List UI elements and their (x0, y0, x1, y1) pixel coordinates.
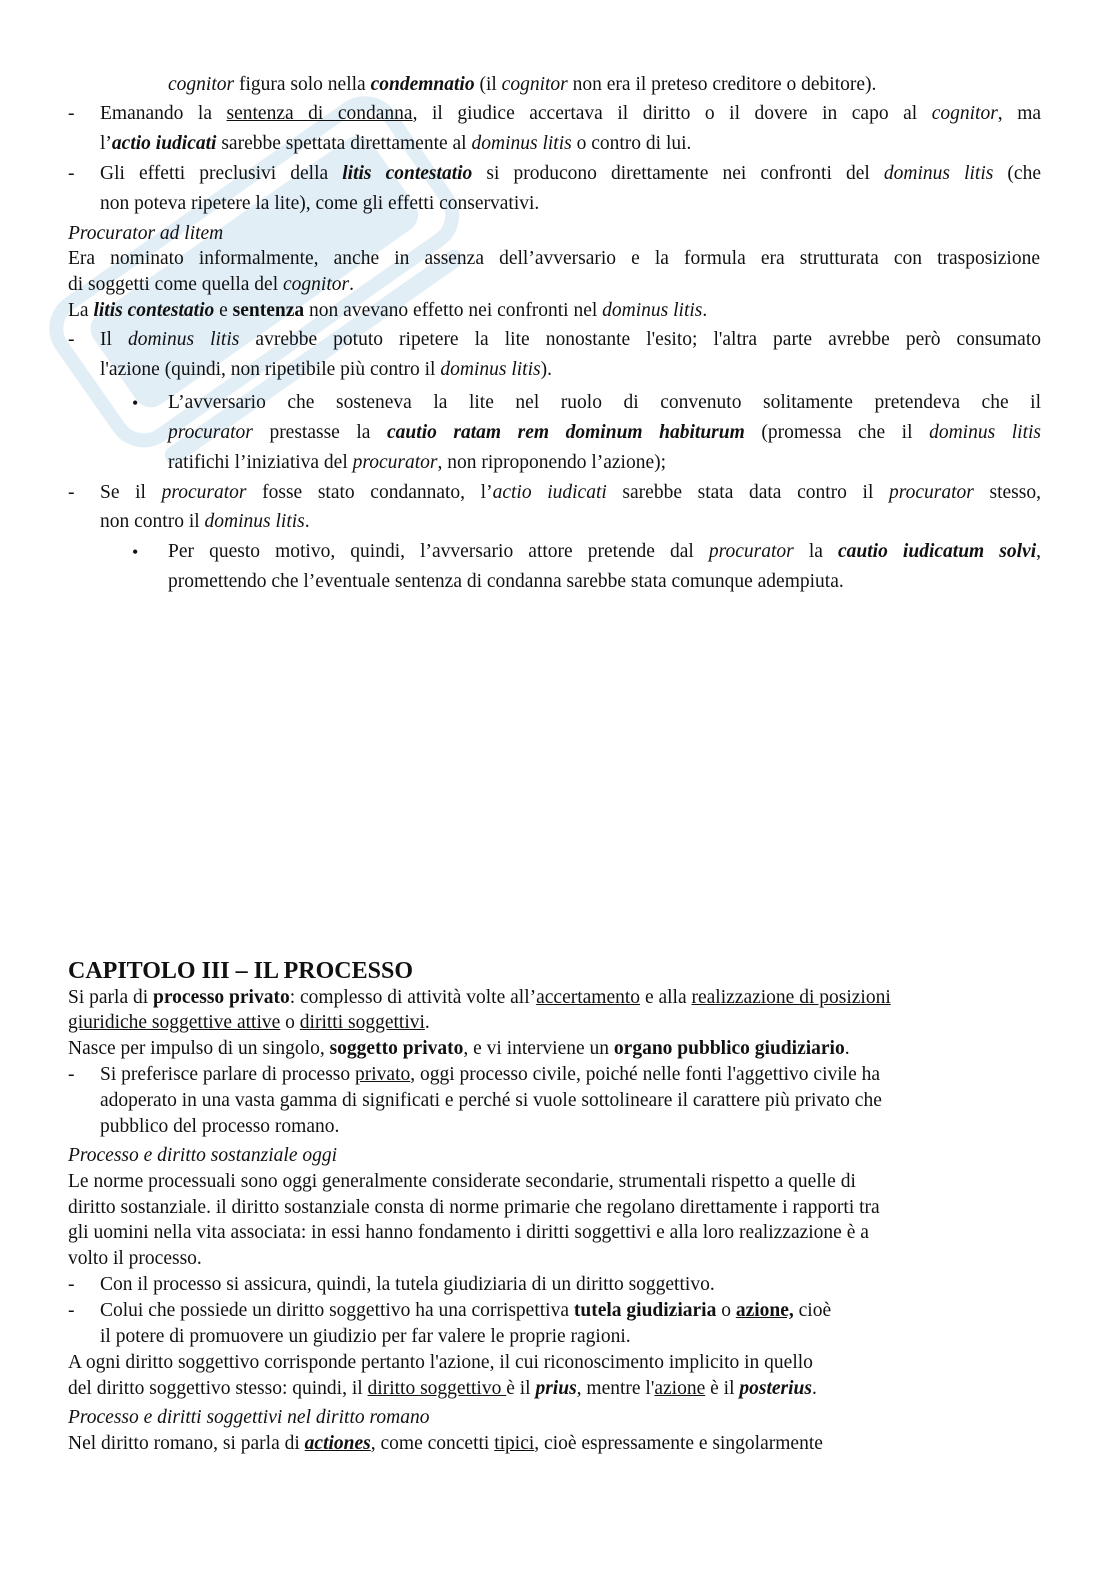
paragraph-line: A ogni diritto soggettivo corrisponde pertanto l'azione, il cui riconoscimento implicito in quello (68, 1352, 813, 1373)
bullet-marker: • (132, 393, 139, 413)
paragraph-line: diritto sostanziale. il diritto sostanziale consta di norme primarie che regolano direttamente i rapporti tra (68, 1197, 880, 1218)
list-item-text: Colui che possiede un diritto soggettivo ha una corrispettiva tutela giudiziaria o azione, cioè (100, 1300, 832, 1321)
bullet-item-text: promettendo che l’eventuale sentenza di condanna sarebbe stata comunque adempiuta. (168, 571, 844, 592)
paragraph-line: Le norme processuali sono oggi generalmente considerate secondarie, strumentali rispetto a quelle di (68, 1171, 856, 1192)
dash-marker: - (68, 482, 75, 503)
bullet-item-text: procurator prestasse la cautio ratam rem dominum habiturum (promessa che il dominus litis (168, 422, 1041, 443)
dash-marker: - (68, 103, 75, 124)
list-item-text: Si preferisce parlare di processo privato, oggi processo civile, poiché nelle fonti l'aggettivo civile ha (100, 1064, 881, 1085)
paragraph-line: del diritto soggettivo stesso: quindi, il diritto soggettivo è il prius, mentre l'azione è il posterius. (68, 1378, 817, 1399)
dash-marker: - (68, 163, 75, 184)
paragraph-line: La litis contestatio e sentenza non avevano effetto nei confronti nel dominus litis. (68, 300, 708, 321)
list-item-text: il potere di promuovere un giudizio per far valere le proprie ragioni. (100, 1326, 631, 1347)
dash-marker: - (68, 1274, 75, 1295)
list-item-text: non contro il dominus litis. (100, 511, 310, 532)
paragraph-line: Nasce per impulso di un singolo, soggetto privato, e vi interviene un organo pubblico giudiziario. (68, 1038, 850, 1059)
list-item-text: l'azione (quindi, non ripetibile più contro il dominus litis). (100, 359, 552, 380)
bullet-item-text: ratifichi l’iniziativa del procurator, non riproponendo l’azione); (168, 452, 667, 473)
text-line: cognitor figura solo nella condemnatio (il cognitor non era il preteso creditore o debitore). (168, 74, 877, 95)
paragraph-line: di soggetti come quella del cognitor. (68, 274, 354, 295)
dash-marker: - (68, 329, 75, 350)
list-item-text: Emanando la sentenza di condanna, il giudice accertava il diritto o il dovere in capo al cognitor, ma (100, 103, 1042, 124)
list-item-text: Con il processo si assicura, quindi, la tutela giudiziaria di un diritto soggettivo. (100, 1274, 715, 1295)
paragraph-line: gli uomini nella vita associata: in essi hanno fondamento i diritti soggettivi e alla loro realizzazione è a (68, 1222, 869, 1243)
dash-marker: - (68, 1300, 75, 1321)
chapter-title: CAPITOLO III – IL PROCESSO (68, 958, 413, 984)
dash-marker: - (68, 1064, 75, 1085)
list-item-text: Se il procurator fosse stato condannato, l’actio iudicati sarebbe stata data contro il procurator stesso, (100, 482, 1041, 503)
paragraph-line: Era nominato informalmente, anche in assenza dell’avversario e la formula era strutturata con trasposizione (68, 248, 1040, 269)
paragraph-line: volto il processo. (68, 1248, 202, 1269)
list-item-text: Gli effetti preclusivi della litis contestatio si producono direttamente nei confronti del dominus litis (che (100, 163, 1041, 184)
paragraph-line: Nel diritto romano, si parla di actiones, come concetti tipici, cioè espressamente e singolarmente (68, 1433, 823, 1454)
list-item-text: Il dominus litis avrebbe potuto ripetere la lite nonostante l'esito; l'altra parte avrebbe però consumato (100, 329, 1042, 350)
subheading: Processo e diritto sostanziale oggi (68, 1145, 338, 1166)
paragraph-line: giuridiche soggettive attive o diritti soggettivi. (68, 1012, 430, 1033)
list-item-text: l’actio iudicati sarebbe spettata direttamente al dominus litis o contro di lui. (100, 133, 692, 154)
list-item-text: pubblico del processo romano. (100, 1116, 340, 1137)
list-item-text: non poteva ripetere la lite), come gli effetti conservativi. (100, 193, 540, 214)
bullet-item-text: L’avversario che sosteneva la lite nel ruolo di convenuto solitamente pretendeva che il (168, 392, 1041, 413)
list-item-text: adoperato in una vasta gamma di significati e perché si vuole sottolineare il carattere più privato che (100, 1090, 882, 1111)
subheading: Processo e diritti soggettivi nel diritto romano (68, 1407, 430, 1428)
subheading: Procurator ad litem (68, 223, 224, 244)
paragraph-line: Si parla di processo privato: complesso di attività volte all’accertamento e alla realizzazione di posizioni (68, 987, 891, 1008)
bullet-marker: • (132, 542, 139, 562)
bullet-item-text: Per questo motivo, quindi, l’avversario attore pretende dal procurator la cautio iudicatum solvi, (168, 541, 1041, 562)
